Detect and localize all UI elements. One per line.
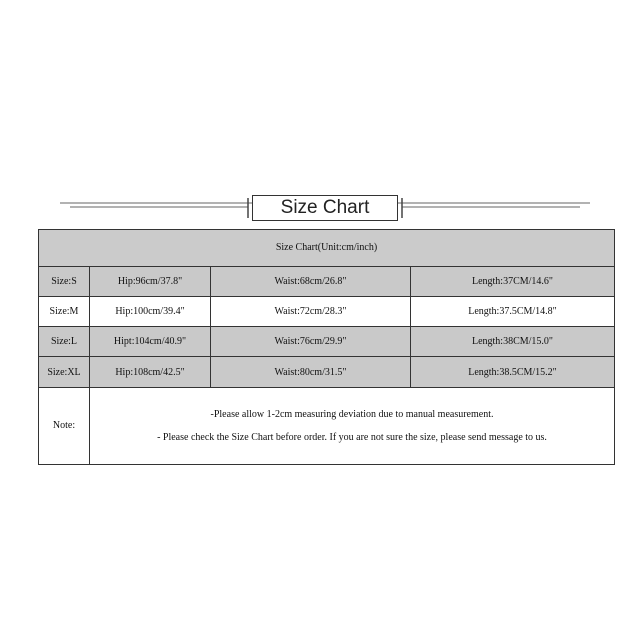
- note-line-check-chart: - Please check the Size Chart before order. If you are not sure the size, please send message to us.: [157, 431, 547, 443]
- waist-value: Waist:80cm/31.5": [211, 357, 411, 387]
- size-chart-table: [38, 229, 615, 465]
- table-row: [39, 327, 615, 357]
- hip-value: Hip:108cm/42.5": [90, 357, 211, 387]
- waist-value: Waist:68cm/26.8": [211, 266, 411, 296]
- hip-value: Hip:100cm/39.4": [90, 296, 211, 326]
- note-content: [90, 387, 615, 464]
- hip-value: Hip:96cm/37.8": [90, 266, 211, 296]
- size-label: Size:S: [39, 266, 90, 296]
- waist-value: Waist:72cm/28.3": [211, 296, 411, 326]
- size-label: Size:L: [39, 327, 90, 357]
- note-row: [39, 387, 615, 464]
- waist-value: Waist:76cm/29.9": [211, 327, 411, 357]
- table-row: [39, 296, 615, 326]
- size-label: Size:XL: [39, 357, 90, 387]
- table-header-row: [39, 230, 615, 267]
- note-label: Note:: [39, 387, 90, 464]
- table-row: [39, 357, 615, 387]
- length-value: Length:37CM/14.6": [411, 266, 615, 296]
- length-value: Length:38CM/15.0": [411, 327, 615, 357]
- length-value: Length:38.5CM/15.2": [411, 357, 615, 387]
- note-line-deviation: -Please allow 1-2cm measuring deviation due to manual measurement.: [210, 408, 494, 420]
- size-label: Size:M: [39, 296, 90, 326]
- table-header: Size Chart(Unit:cm/inch): [39, 230, 615, 267]
- length-value: Length:37.5CM/14.8": [411, 296, 615, 326]
- table-row: [39, 266, 615, 296]
- hip-value: Hipt:104cm/40.9": [90, 327, 211, 357]
- page-title: Size Chart: [252, 195, 398, 221]
